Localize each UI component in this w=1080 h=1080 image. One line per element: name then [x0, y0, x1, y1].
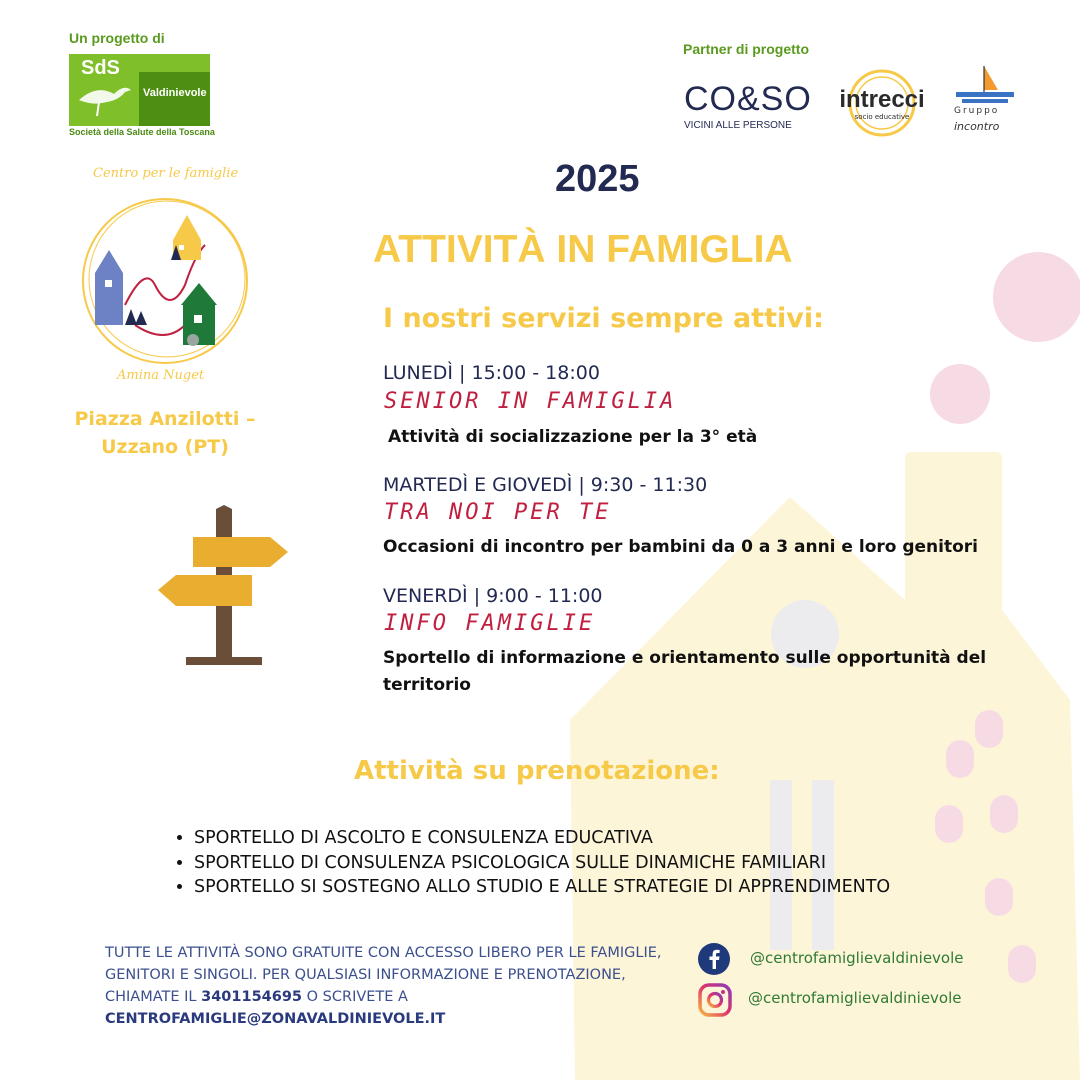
service-schedule: LUNEDÌ | 15:00 - 18:00 [383, 362, 600, 384]
background-pink-dot [935, 805, 963, 843]
footer-email[interactable]: CENTROFAMIGLIE@ZONAVALDINIEVOLE.IT [105, 1011, 446, 1027]
sailboat-icon [984, 66, 998, 90]
center-logo-title: Centro per le famiglie [93, 166, 239, 181]
service-schedule: VENERDÌ | 9:00 - 11:00 [383, 585, 603, 607]
intrecci-logo-tagline: socio educative [854, 113, 910, 121]
service-description: Sportello di informazione e orientamento sulle opportunità del territorio [383, 648, 987, 695]
center-logo-signature: Amina Nuget [117, 368, 205, 383]
service-description: Attività di socializzazione per la 3° età [388, 427, 758, 447]
booking-title: Attività su prenotazione: [354, 756, 720, 786]
blue-house-icon [95, 250, 123, 325]
instagram-handle[interactable]: @centrofamiglievaldinievole [748, 989, 962, 1007]
background-pink-dot [946, 740, 974, 778]
background-pink-dot [985, 878, 1013, 916]
booking-item: • SPORTELLO DI ASCOLTO E CONSULENZA EDUCATIVA [194, 826, 890, 851]
main-title: ATTIVITÀ IN FAMIGLIA [373, 228, 793, 271]
address-line-2: Uzzano (PT) [101, 436, 229, 458]
service-schedule: MARTEDÌ E GIOVEDÌ | 9:30 - 11:30 [383, 474, 708, 496]
services-title: I nostri servizi sempre attivi: [383, 303, 824, 334]
service-name: SENIOR IN FAMIGLIA [384, 389, 677, 414]
booking-item: • SPORTELLO SI SOSTEGNO ALLO STUDIO E ALLE STRATEGIE DI APPRENDIMENTO [194, 875, 890, 900]
partners-label: Partner di progetto [683, 41, 810, 57]
coso-logo [684, 80, 812, 131]
background-pink-dot [990, 795, 1018, 833]
background-pink-circle [993, 252, 1080, 342]
sds-caption: Società della Salute della Toscana [69, 127, 215, 137]
intrecci-logo-name: intrecci [839, 86, 925, 113]
facebook-handle[interactable]: @centrofamiglievaldinievole [750, 949, 964, 967]
year-title: 2025 [555, 158, 640, 200]
footer-info [105, 942, 665, 1030]
service-name: INFO FAMIGLIE [384, 611, 596, 636]
center-for-families-logo [75, 160, 255, 400]
address [60, 405, 270, 461]
sds-logo [69, 54, 210, 126]
gruppo-label: Gruppo [954, 106, 1000, 116]
background-pink-circle [930, 364, 990, 424]
instagram-icon[interactable] [698, 983, 732, 1017]
tree-icon [135, 311, 147, 325]
intrecci-logo [832, 68, 932, 138]
facebook-icon[interactable] [698, 943, 730, 975]
coso-logo-name: CO&SO [684, 80, 812, 118]
booking-item: • SPORTELLO DI CONSULENZA PSICOLOGICA SULLE DINAMICHE FAMILIARI [194, 851, 890, 876]
sds-logo-text: SdS [81, 57, 120, 79]
green-house-icon [181, 283, 217, 345]
coso-logo-tagline: VICINI ALLE PERSONE [684, 120, 792, 131]
service-name: TRA NOI PER TE [384, 500, 612, 525]
service-description: Occasioni di incontro per bambini da 0 a 3 anni e loro genitori [383, 537, 979, 557]
background-pink-dot [1008, 945, 1036, 983]
incontro-label: incontro [954, 120, 1000, 133]
project-by-label: Un progetto di [69, 30, 165, 46]
booking-list [174, 826, 890, 900]
footer-phone[interactable]: 3401154695 [201, 989, 303, 1005]
signpost-icon [158, 505, 288, 667]
footer-text-after: O SCRIVETE A [306, 989, 408, 1005]
address-line-1: Piazza Anzilotti – [74, 408, 256, 430]
gruppo-incontro-logo [954, 64, 1024, 138]
footer-text: TUTTE LE ATTIVITÀ SONO GRATUITE CON ACCESSO LIBERO PER LE FAMIGLIE, GENITORI E SINGOLI. PER QUALSIASI INFORMAZIONE E PRENOTAZIONE, CHIAMATE IL [105, 945, 662, 1005]
sds-logo-sub: Valdinievole [143, 87, 207, 99]
tree-icon [125, 309, 137, 325]
background-pink-dot [975, 710, 1003, 748]
